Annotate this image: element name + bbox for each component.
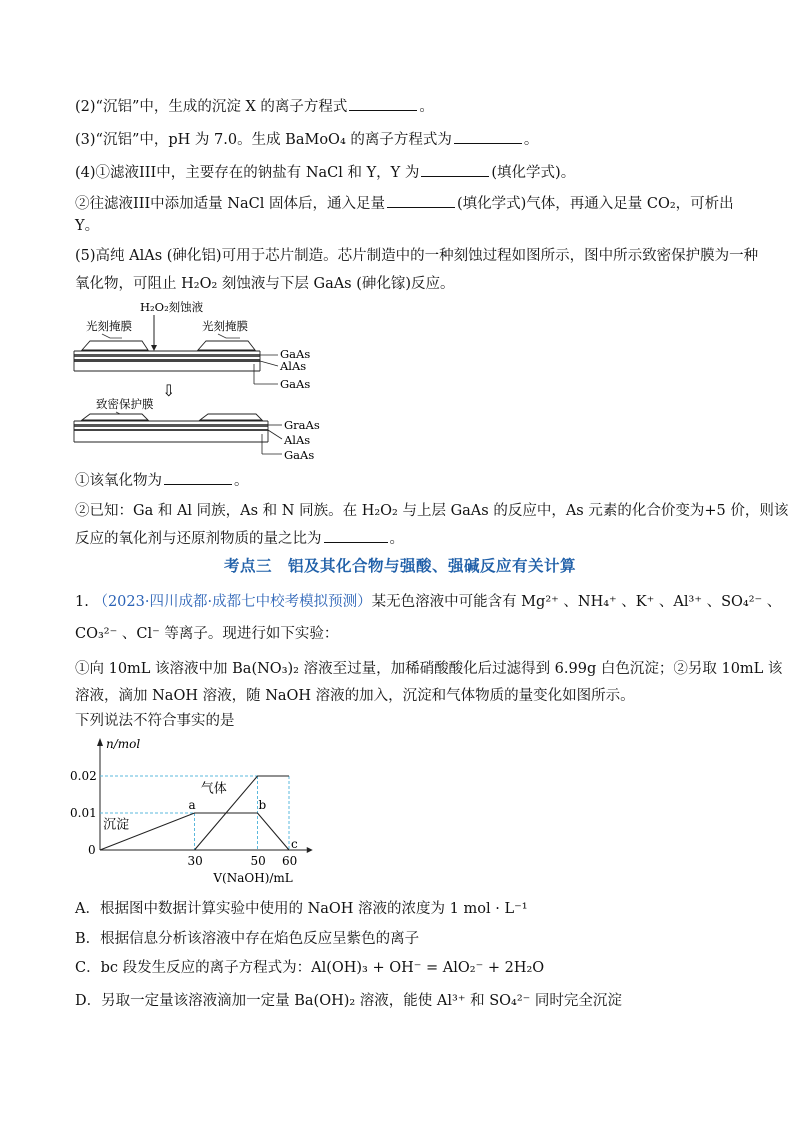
question-4-part2 <box>75 193 734 214</box>
problem-stem: 某无色溶液中可能含有 Mg²⁺ 、NH₄⁺ 、K⁺ 、Al³⁺ 、SO₄²⁻ 、 <box>371 594 782 610</box>
question-5-line2: 氧化物，可阻止 H₂O₂ 刻蚀液与下层 GaAs (砷化镓)反应。 <box>75 276 455 292</box>
series-label-precipitate: 沉淀 <box>103 817 130 833</box>
y-tick-label: 0.01 <box>70 806 97 820</box>
question-5-1-text: ①该氧化物为 <box>75 473 162 489</box>
mask-right-callout <box>218 334 240 338</box>
problem-1-line3: ①向 10mL 该溶液中加 Ba(NO₃)₂ 溶液至过量，加稀硝酸酸化后过滤得到 6.99g 白色沉淀；②另取 10mL 该 <box>75 661 783 677</box>
layer-label-alas-2: AlAs <box>284 433 311 447</box>
answer-blank[interactable] <box>454 129 522 144</box>
question-5-1-end: 。 <box>234 473 249 489</box>
mask-left-label: 光刻掩膜 <box>86 319 132 333</box>
y-axis-arrow <box>97 738 103 746</box>
layer-label-graas: GraAs <box>284 418 320 432</box>
point-label-c: c <box>291 837 298 851</box>
option-d[interactable]: D．另取一定量该溶液滴加一定量 Ba(OH)₂ 溶液，能使 Al³⁺ 和 SO₄²⁻ 同时完全沉淀 <box>75 993 622 1009</box>
question-5-2-line1: ②已知：Ga 和 Al 同族，As 和 N 同族。在 H₂O₂ 与上层 GaAs 的反应中，As 元素的化合价变为+5 价，则该 <box>75 503 789 519</box>
etch-process-diagram <box>70 296 340 466</box>
question-3-end: 。 <box>523 132 539 148</box>
answer-blank[interactable] <box>164 470 232 485</box>
option-b[interactable]: B．根据信息分析该溶液中存在焰色反应呈紫色的离子 <box>75 931 420 947</box>
answer-blank[interactable] <box>324 528 388 543</box>
point-label-a: a <box>188 798 196 812</box>
mask-left-shape <box>82 341 148 350</box>
x-tick-label: 60 <box>282 854 298 868</box>
question-4b-end: (填化学式)气体，再通入足量 CO₂，可析出 <box>456 196 734 212</box>
problem-1-line4: 溶液，滴加 NaOH 溶液，随 NaOH 溶液的加入，沉淀和气体物质的量变化如图所示。 <box>75 688 635 704</box>
alas-layer-bottom <box>74 429 268 431</box>
problem-number: 1. <box>75 594 89 610</box>
precipitate-gas-chart <box>70 732 340 892</box>
series-label-gas: 气体 <box>200 781 227 797</box>
problem-1-line5: 下列说法不符合事实的是 <box>75 713 235 729</box>
problem-source: （2023·四川成都·成都七中校考模拟预测） <box>93 594 372 610</box>
callout-line <box>260 361 278 366</box>
point-label-b: b <box>258 798 267 812</box>
mask-right-shape <box>198 341 255 350</box>
layer-label-alas: AlAs <box>280 359 307 373</box>
question-3-text: (3)“沉铝”中，pH 为 7.0。生成 BaMoO₄ 的离子方程式为 <box>75 132 452 148</box>
protective-film-label: 致密保护膜 <box>96 397 154 411</box>
question-5-line1: (5)高纯 AlAs (砷化铝)可用于芯片制造。芯片制造中的一种刻蚀过程如图所示，图中所示致密保护膜为一种 <box>75 248 759 264</box>
question-2-end: 。 <box>419 99 434 115</box>
question-5-2-line2 <box>75 528 404 549</box>
y-tick-label: 0.02 <box>70 769 97 783</box>
x-axis-arrow <box>307 847 313 853</box>
question-5-2-text: 反应的氧化剂与还原剂物质的量之比为 <box>75 531 322 547</box>
answer-blank[interactable] <box>387 193 455 208</box>
protective-oxide-layer <box>74 424 268 427</box>
callout-line <box>268 430 282 439</box>
origin-label: 0 <box>88 843 96 857</box>
process-arrow-icon: ⇩ <box>162 381 176 400</box>
remaining-block-left <box>82 414 148 420</box>
remaining-block-right <box>200 414 262 420</box>
question-4-part1 <box>75 162 575 183</box>
layer-label-gaas-2: GaAs <box>284 448 315 462</box>
mask-right-label: 光刻掩膜 <box>202 319 248 333</box>
layer-label-gaas-bottom: GaAs <box>280 377 311 391</box>
option-c[interactable]: C．bc 段发生反应的离子方程式为：Al(OH)₃ + OH⁻ = AlO₂⁻ + 2H₂O <box>75 960 545 976</box>
etchant-label: H₂O₂刻蚀液 <box>140 300 204 314</box>
x-tick-label: 30 <box>187 854 203 868</box>
problem-1-line1 <box>75 592 781 612</box>
gaas-top-layer <box>74 354 260 357</box>
question-3 <box>75 129 538 150</box>
answer-blank[interactable] <box>349 96 417 111</box>
answer-blank[interactable] <box>421 162 489 177</box>
question-5-1 <box>75 470 249 491</box>
question-4-end: (填化学式)。 <box>491 165 576 181</box>
question-4b-text: ②往滤液III中添加适量 NaCl 固体后，通入足量 <box>75 196 385 212</box>
x-tick-label: 50 <box>250 854 266 868</box>
question-4-continued: Y。 <box>75 218 100 234</box>
question-5-2-end: 。 <box>389 531 404 547</box>
question-4-text: (4)①滤液III中，主要存在的钠盐有 NaCl 和 Y，Y 为 <box>75 165 420 181</box>
question-2-text: (2)“沉铝”中，生成的沉淀 X 的离子方程式 <box>75 99 348 115</box>
alas-layer <box>74 359 260 362</box>
layer-label-gaas-top: GaAs <box>280 347 311 361</box>
x-axis-label: V(NaOH)/mL <box>213 871 293 885</box>
mask-left-callout <box>102 334 122 338</box>
question-2 <box>75 96 434 117</box>
etchant-arrowhead <box>151 345 157 351</box>
option-a[interactable]: A．根据图中数据计算实验中使用的 NaOH 溶液的浓度为 1 mol · L⁻¹ <box>75 901 528 917</box>
y-axis-label: n/mol <box>106 737 141 751</box>
problem-1-line2: CO₃²⁻ 、Cl⁻ 等离子。现进行如下实验： <box>75 626 339 642</box>
section-heading: 考点三 铝及其化合物与强酸、强碱反应有关计算 <box>223 557 576 575</box>
